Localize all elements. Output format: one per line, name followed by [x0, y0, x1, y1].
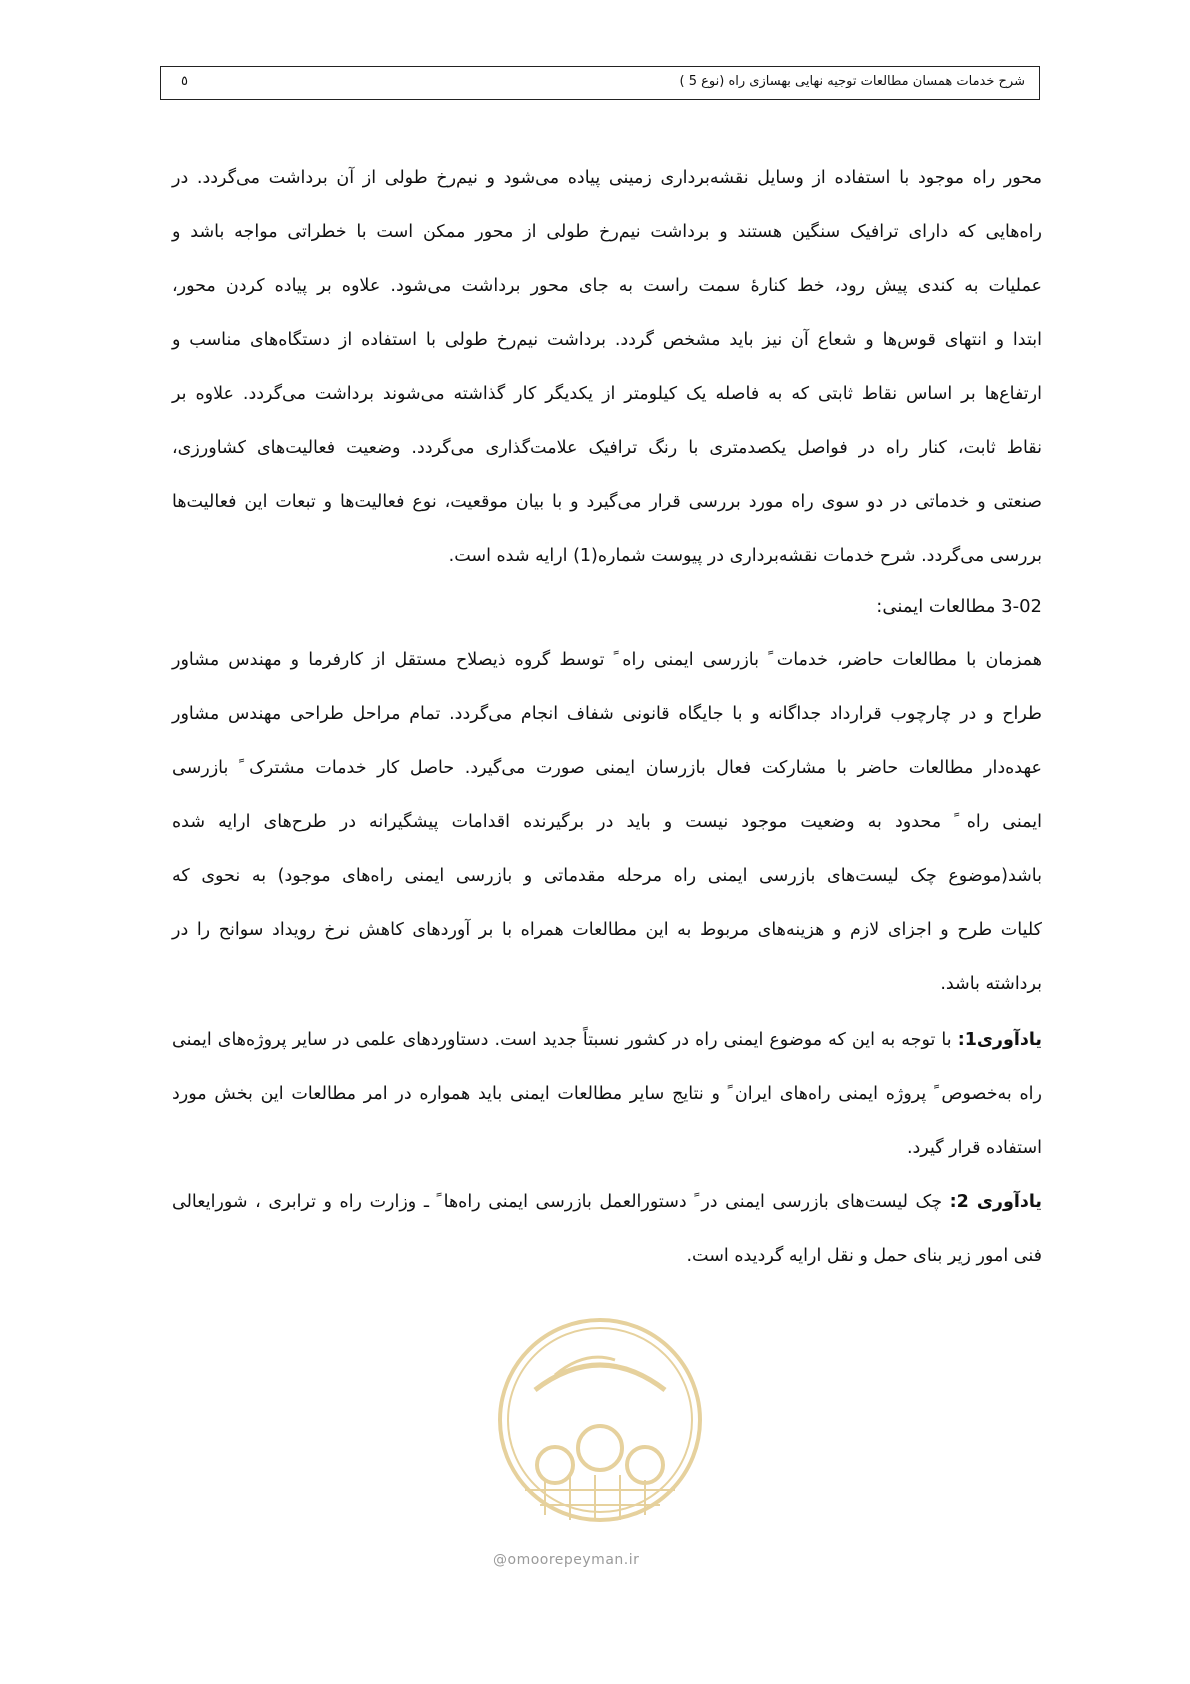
paragraph-line: محور راه موجود با استفاده از وسایل نقشه‌برداری زمینی پیاده می‌شود و نیم‌رخ طولی از آن برداشت می‌گردد. در — [172, 168, 1042, 188]
paragraph-line: ایمنی راه ً محدود به وضعیت موجود نیست و باید در برگیرنده اقدامات پیشگیرانه در طرح‌های ارایه شده — [172, 812, 1042, 832]
note1-line: راه به‌خصوص ً پروژه ایمنی راه‌های ایران ً و نتایج سایر مطالعات ایمنی باید همواره در امر مطالعات این بخش مورد — [172, 1084, 1042, 1104]
note1-label: یادآوری1: — [957, 1030, 1042, 1050]
note2-line — [172, 1192, 1042, 1212]
note1-text: با توجه به این که موضوع ایمنی راه در کشور نسبتاً جدید است. دستاوردهای علمی در سایر پروژه‌های ایمنی — [172, 1030, 952, 1050]
paragraph-line: عهده‌دار مطالعات حاضر با مشارکت فعال بازرسان ایمنی صورت می‌گیرد. حاصل کار خدمات مشترک ً بازرسی — [172, 758, 1042, 778]
paragraph-line: بررسی می‌گردد. شرح خدمات نقشه‌برداری در پیوست شماره(1) ارایه شده است. — [448, 546, 1042, 566]
paragraph-line: کلیات طرح و اجزای لازم و هزینه‌های مربوط به این مطالعات همراه با بر آوردهای کاهش نرخ رویداد سوانح را در — [172, 920, 1042, 940]
section-heading: 3-02 مطالعات ایمنی: — [876, 596, 1042, 617]
page-number: ٥ — [181, 74, 188, 89]
paragraph-line: ابتدا و انتهای قوس‌ها و شعاع آن نیز باید مشخص گردد. برداشت نیم‌رخ طولی با استفاده از دستگاه‌های مناسب و — [172, 330, 1042, 350]
paragraph-line: همزمان با مطالعات حاضر، خدمات ً بازرسی ایمنی راه ً توسط گروه ذیصلاح مستقل از کارفرما و مهندس مشاور — [172, 650, 1042, 670]
note1-line — [172, 1030, 1042, 1050]
paragraph-line: برداشته باشد. — [940, 974, 1042, 994]
watermark-logo-icon — [495, 1280, 705, 1550]
note2-line: فنی امور زیر بنای حمل و نقل ارایه گردیده است. — [686, 1246, 1042, 1266]
note2-label: یادآوری 2: — [949, 1192, 1042, 1212]
note1-line: استفاده قرار گیرد. — [906, 1138, 1042, 1158]
paragraph-line: راه‌هایی که دارای ترافیک سنگین هستند و برداشت نیم‌رخ طولی از محور ممکن است با خطراتی مواجه باشد و — [172, 222, 1042, 242]
paragraph-line: ارتفاع‌ها بر اساس نقاط ثابتی که به فاصله یک کیلومتر از یکدیگر کار گذاشته می‌شوند برداشت می‌گردد. علاوه بر — [172, 384, 1042, 404]
paragraph-line: عملیات به کندی پیش رود، خط کنارهٔ سمت راست به جای محور برداشت می‌شود. علاوه بر پیاده کردن محور، — [172, 276, 1042, 296]
paragraph-line: صنعتی و خدماتی در دو سوی راه مورد بررسی قرار می‌گیرد و با بیان موقعیت، نوع فعالیت‌ها و تبعات این فعالیت‌ها — [172, 492, 1042, 512]
note2-text: چک لیست‌های بازرسی ایمنی در ً دستورالعمل بازرسی ایمنی راه‌ها ً ـ وزارت راه و ترابری ، شورایعالی — [172, 1192, 943, 1212]
header-title: شرح خدمات همسان مطالعات توجیه نهایی بهسازی راه (نوع 5 ) — [679, 74, 1025, 89]
paragraph-line: نقاط ثابت، کنار راه در فواصل یکصدمتری با رنگ ترافیک علامت‌گذاری می‌گردد. وضعیت فعالیت‌های کشاورزی، — [172, 438, 1042, 458]
paragraph-line: باشد(موضوع چک لیست‌های بازرسی ایمنی راه مرحله مقدماتی و بازرسی ایمنی راه‌های موجود) به نحوی که — [172, 866, 1042, 886]
watermark-url: @omoorepeyman.ir — [493, 1552, 640, 1568]
paragraph-line: طراح و در چارچوب قرارداد جداگانه و با جایگاه قانونی شفاف انجام می‌گردد. تمام مراحل طراحی مهندس مشاور — [172, 704, 1042, 724]
